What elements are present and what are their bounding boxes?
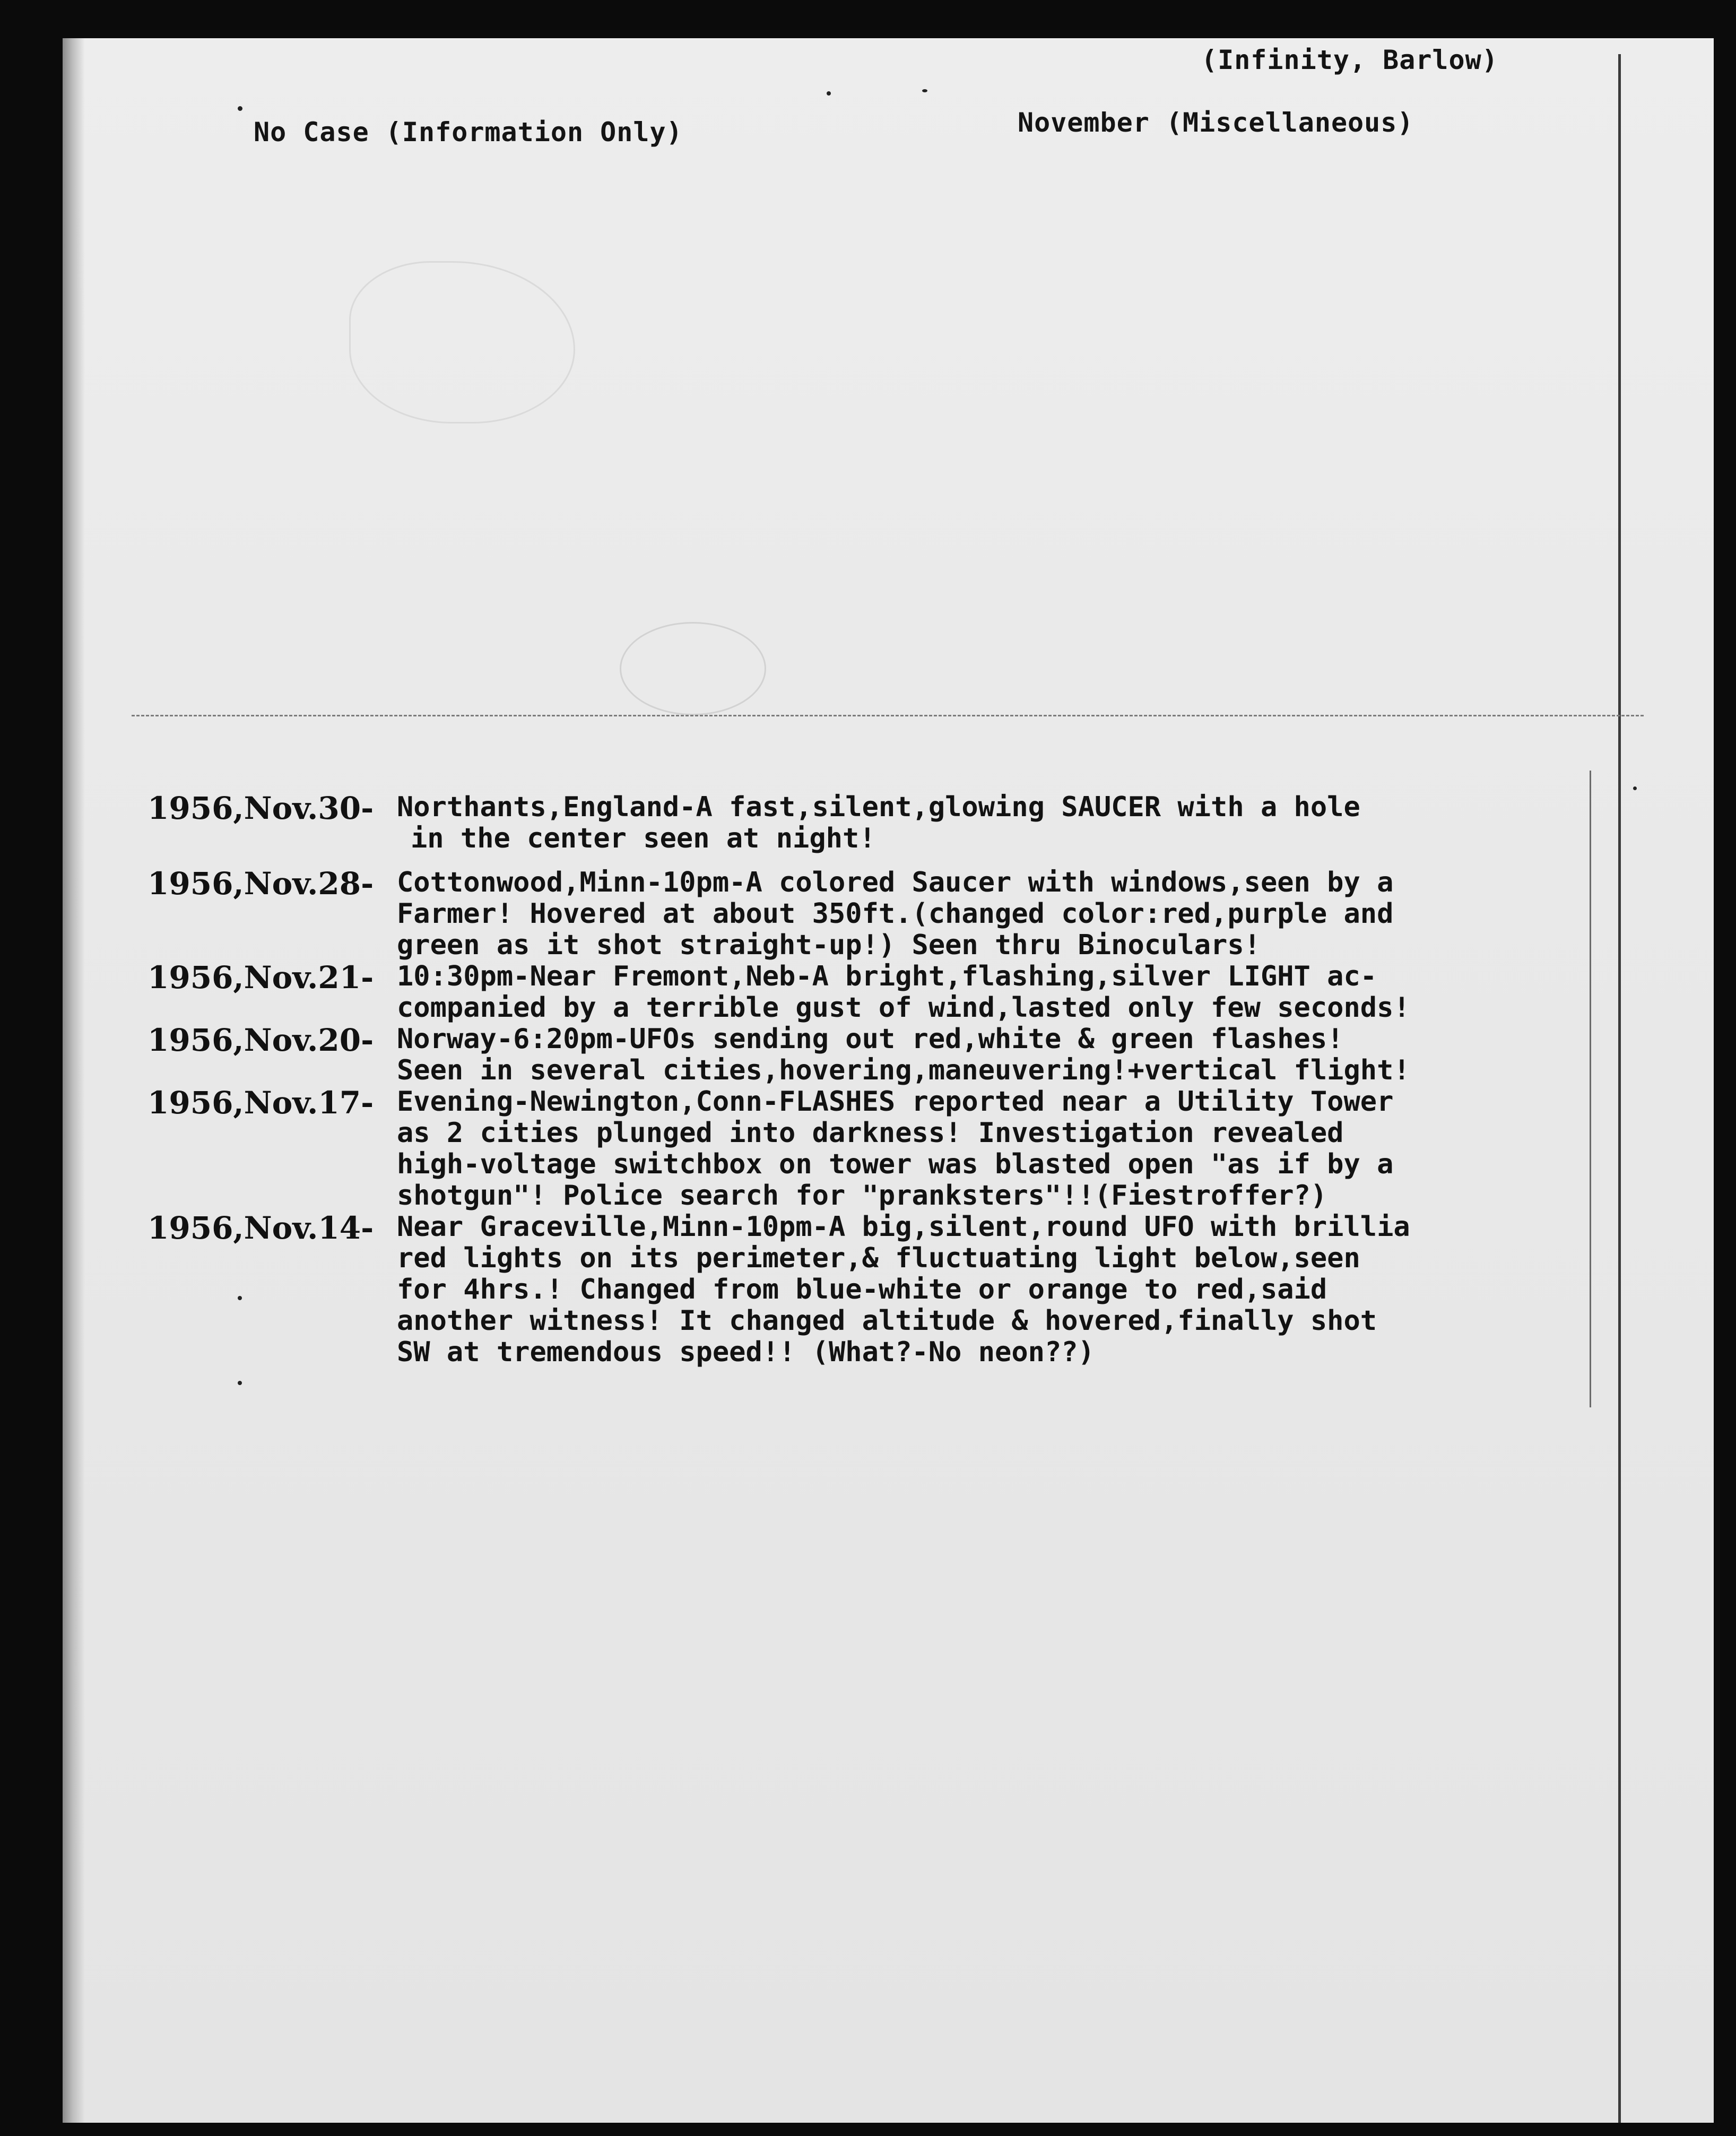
header-month-category: November (Miscellaneous) bbox=[1018, 107, 1414, 138]
entry-line: Evening-Newington,Conn-FLASHES reported near a Utility Tower bbox=[397, 1086, 1394, 1118]
sighting-entry bbox=[147, 792, 1622, 854]
entry-line: Norway-6:20pm-UFOs sending out red,white & green flashes! bbox=[397, 1023, 1344, 1055]
entry-line: 10:30pm-Near Fremont,Neb-A bright,flashing,silver LIGHT ac- bbox=[397, 961, 1377, 992]
entry-line: companied by a terrible gust of wind,lasted only few seconds! bbox=[397, 992, 1410, 1024]
entry-date: 1956,Nov.17- bbox=[147, 1085, 374, 1121]
entry-date: 1956,Nov.20- bbox=[147, 1022, 374, 1058]
scan-speck bbox=[238, 1381, 242, 1385]
entry-line: green as it shot straight-up!) Seen thru Binoculars! bbox=[397, 929, 1261, 961]
entry-line: Northants,England-A fast,silent,glowing SAUCER with a hole bbox=[397, 791, 1360, 823]
scan-speck bbox=[238, 106, 242, 111]
sighting-entry bbox=[147, 1024, 1622, 1086]
entry-line: in the center seen at night! bbox=[411, 823, 876, 854]
entry-line: shotgun"! Police search for "pranksters"!!(Fiestroffer?) bbox=[397, 1180, 1327, 1212]
document-page bbox=[63, 38, 1714, 2123]
pencil-circle-mark bbox=[620, 622, 766, 715]
pencil-scribble-mark bbox=[349, 261, 575, 423]
page-edge-shadow bbox=[63, 38, 85, 2123]
sighting-entries bbox=[147, 792, 1622, 1368]
entry-line: Near Graceville,Minn-10pm-A big,silent,round UFO with brillia bbox=[397, 1211, 1410, 1243]
entry-date: 1956,Nov.21- bbox=[147, 959, 374, 996]
entry-date: 1956,Nov.30- bbox=[147, 790, 374, 826]
scan-speck bbox=[922, 89, 927, 92]
entry-line: high-voltage switchbox on tower was blasted open "as if by a bbox=[397, 1148, 1394, 1180]
sighting-entry bbox=[147, 961, 1622, 1024]
header-source: (Infinity, Barlow) bbox=[1201, 45, 1498, 75]
entry-line: Cottonwood,Minn-10pm-A colored Saucer with windows,seen by a bbox=[397, 867, 1394, 898]
entry-line: Farmer! Hovered at about 350ft.(changed color:red,purple and bbox=[397, 898, 1394, 930]
entry-line: SW at tremendous speed!! (What?-No neon??) bbox=[397, 1336, 1095, 1368]
header-case-status: No Case (Information Only) bbox=[254, 117, 683, 148]
entry-line: another witness! It changed altitude & hovered,finally shot bbox=[397, 1305, 1377, 1337]
entry-line: red lights on its perimeter,& fluctuating light below,seen bbox=[397, 1242, 1360, 1274]
sighting-entry bbox=[147, 1212, 1622, 1368]
scan-speck bbox=[238, 1296, 242, 1300]
entry-date: 1956,Nov.14- bbox=[147, 1210, 374, 1246]
sighting-entry bbox=[147, 867, 1622, 961]
entry-line: Seen in several cities,hovering,maneuvering!+vertical flight! bbox=[397, 1054, 1410, 1086]
entry-line: for 4hrs.! Changed from blue-white or orange to red,said bbox=[397, 1274, 1327, 1305]
entry-date: 1956,Nov.28- bbox=[147, 866, 374, 902]
scan-speck bbox=[827, 91, 831, 96]
scan-speck bbox=[1633, 786, 1637, 790]
sighting-entry bbox=[147, 1086, 1622, 1212]
entry-line: as 2 cities plunged into darkness! Investigation revealed bbox=[397, 1117, 1344, 1149]
